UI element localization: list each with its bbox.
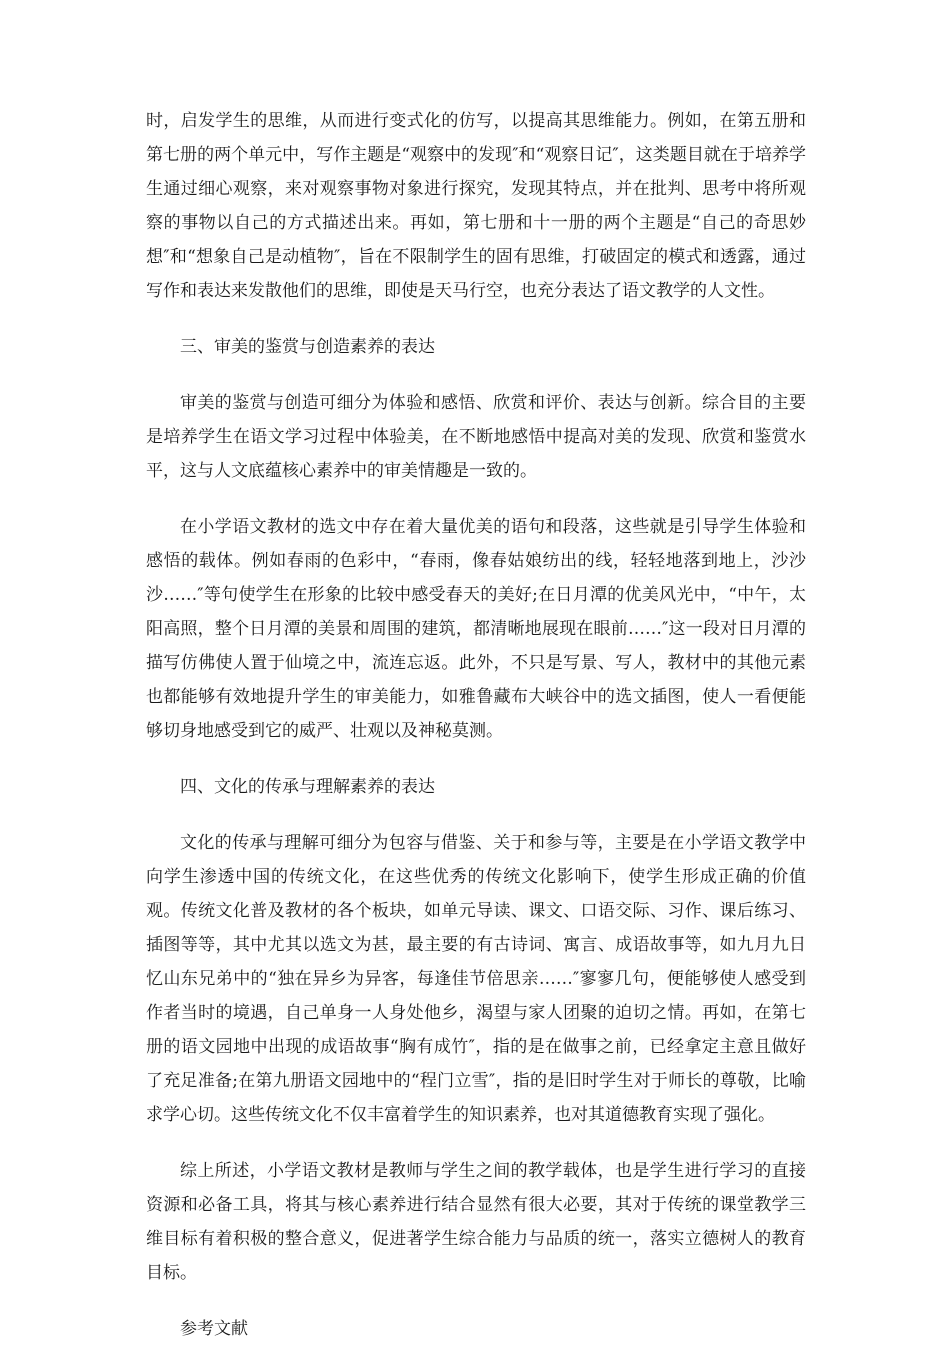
paragraph-conclusion: 综上所述，小学语文教材是教师与学生之间的教学载体，也是学生进行学习的直接资源和必备工具，将其与核心素养进行结合显然有很大必要，其对于传统的课堂教学三维目标有着积极的整合意义，促进著学生综合能力与品质的统一，落实立德树人的教育目标。 xyxy=(146,1161,806,1283)
references-heading: 参考文献 xyxy=(180,1319,248,1339)
paragraph-aesthetic-examples: 在小学语文教材的选文中存在着大量优美的语句和段落，这些就是引导学生体验和感悟的载体。例如春雨的色彩中，“春雨，像春姑娘纺出的线，轻轻地落到地上，沙沙沙……″等句使学生在形象的比较中感受春天的美好;在日月潭的优美风光中，“中午，太阳高照，整个日月潭的美景和周围的建筑，都清晰地展现在眼前……″这一段对日月潭的描写仿佛使人置于仙境之中，流连忘返。此外，不只是写景、写人，教材中的其他元素也都能够有效地提升学生的审美能力，如雅鲁藏布大峡谷中的选文插图，使人一看便能够切身地感受到它的威严、壮观以及神秘莫测。 xyxy=(146,517,806,741)
paragraph-culture: 文化的传承与理解可细分为包容与借鉴、关于和参与等，主要是在小学语文教学中向学生渗透中国的传统文化，在这些优秀的传统文化影响下，使学生形成正确的价值观。传统文化普及教材的各个板块，如单元导读、课文、口语交际、习作、课后练习、插图等等，其中尤其以选文为甚，最主要的有古诗词、寓言、成语故事等，如九月九日忆山东兄弟中的“独在异乡为异客，每逢佳节倍思亲……″寥寥几句，便能够使人感受到作者当时的境遇，自己单身一人身处他乡，渴望与家人团聚的迫切之情。再如，在第七册的语文园地中出现的成语故事“胸有成竹″，指的是在做事之前，已经拿定主意且做好了充足准备;在第九册语文园地中的“程门立雪″，指的是旧时学生对于师长的尊敬，比喻求学心切。这些传统文化不仅丰富着学生的知识素养，也对其道德教育实现了强化。 xyxy=(146,833,806,1125)
document-body xyxy=(146,104,806,1368)
paragraph-continuation: 时，启发学生的思维，从而进行变式化的仿写，以提高其思维能力。例如，在第五册和第七册的两个单元中，写作主题是“观察中的发现″和“观察日记″，这类题目就在于培养学生通过细心观察，来对观察事物对象进行探究，发现其特点，并在批判、思考中将所观察的事物以自己的方式描述出来。再如，第七册和十一册的两个主题是“自己的奇思妙想″和“想象自己是动植物″，旨在不限制学生的固有思维，打破固定的模式和透露，通过写作和表达来发散他们的思维，即使是天马行空，也充分表达了语文教学的人文性。 xyxy=(146,111,806,301)
section-heading-culture: 四、文化的传承与理解素养的表达 xyxy=(180,777,435,797)
paragraph-aesthetic-intro: 审美的鉴赏与创造可细分为体验和感悟、欣赏和评价、表达与创新。综合目的主要是培养学生在语文学习过程中体验美，在不断地感悟中提高对美的发现、欣赏和鉴赏水平，这与人文底蕴核心素养中的审美情趣是一致的。 xyxy=(146,393,806,481)
section-heading-aesthetic: 三、审美的鉴赏与创造素养的表达 xyxy=(180,337,435,357)
